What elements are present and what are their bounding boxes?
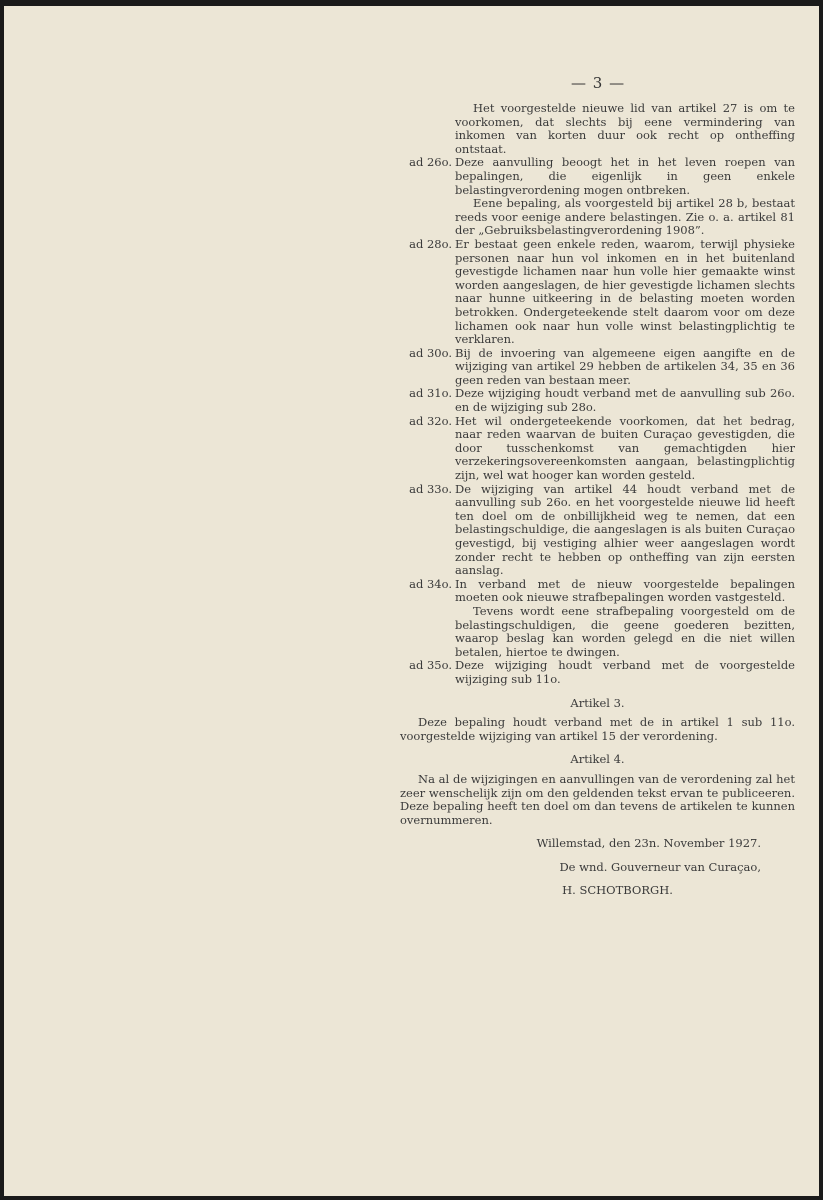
paragraph-ad-26-continued [400,197,795,238]
paragraph-ad-35 [400,659,795,686]
article-3-text: Deze bepaling houdt verband met de in artikel 1 sub 11o. voorgestelde wijziging van artikel 15 der verordening. [400,715,795,743]
paragraph-ad-33 [400,483,795,578]
paragraph-text: Het wil ondergeteekende voorkomen, dat het bedrag, naar reden waarvan de buiten Curaçao gevestigden, die door tusschenkomst van gemachtigden hier verzekeringsovereenkomsten aangaan, belastingplichtig zijn, wel wat hooger kan worden gesteld. [455,413,795,483]
paragraph-text: Deze wijziging houdt verband met de voorgestelde wijziging sub 11o. [455,658,795,686]
paragraph-label [400,197,455,238]
paragraph-label: ad 31o. [409,386,452,401]
paragraph-text: De wijziging van artikel 44 houdt verband met de aanvulling sub 26o. en het voorgestelde nieuwe lid heeft ten doel om de onbillijkheid weg te nemen, dat een belastingschuldige, die aangeslagen is als buiten Curaçao gevestigd, bij vestiging alhier weer aangeslagen wordt zonder recht te hebben op ontheffing van zijn eersten aanslag. [455,481,795,578]
paragraph-ad-26 [400,156,795,197]
paragraph-text: Deze wijziging houdt verband met de aanvulling sub 26o. en de wijziging sub 28o. [455,386,795,415]
article-3-heading: Artikel 3. [570,695,625,710]
paragraph-text: In verband met de nieuw voorgestelde bepalingen moeten ook nieuwe strafbepalingen worden vastgesteld. [455,576,795,605]
paragraph-ad-30 [400,347,795,388]
paragraph-ad-34 [400,578,795,605]
paragraph-text: Bij de invoering van algemeene eigen aangifte en de wijziging van artikel 29 hebben de artikelen 34, 35 en 36 geen reden van bestaan meer. [455,345,795,387]
paragraph-text: Deze aanvulling beoogt het in het leven roepen van bepalingen, die eigenlijk in geen enkele belastingverordening mogen ontbreken. [455,155,795,197]
intro-paragraph [400,102,795,156]
paragraph-text: Eene bepaling, als voorgesteld bij artikel 28 b, bestaat reeds voor eenige andere belastingen. Zie o. a. artikel 81 der „Gebruiksbelastingverordening 1908”. [455,196,795,238]
paragraph-label: ad 30o. [409,345,452,360]
article-4-heading: Artikel 4. [570,752,625,767]
paragraph-label: ad 32o. [409,413,452,428]
paragraph-ad-28 [400,238,795,347]
paragraph-ad-34-continued [400,605,795,659]
signatory-title: De wnd. Gouverneur van Curaçao, [559,859,761,874]
paragraph-label: ad 26o. [409,155,452,170]
paragraph-label [400,605,455,659]
article-4-text: Na al de wijzigingen en aanvullingen van de verordening zal het zeer wenschelijk zijn om den geldenden tekst ervan te publiceeren. Deze bepaling heeft ten doel om dan tevens de artikelen te kunnen overnummeren. [400,771,795,827]
page-number: — 3 — [571,74,626,92]
intro-text: Het voorgestelde nieuwe lid van artikel 27 is om te voorkomen, dat slechts bij eene vermindering van inkomen van korten duur ook recht op ontheffing ontstaat. [455,101,795,156]
paragraph-label: ad 34o. [409,576,452,591]
paragraph-label: ad 28o. [409,236,452,251]
document-body [400,102,795,898]
paragraph-label: ad 35o. [409,658,452,673]
paragraph-text: Er bestaat geen enkele reden, waarom, terwijl physieke personen naar hun vol inkomen en in het buitenland gevestigde lichamen naar hun volle hier gemaakte winst worden aangeslagen, de hier gevestigde lichamen slechts naar hunne uitkeering in de belasting moeten worden betrokken. Ondergeteekende stelt daarom voor om deze lichamen ook naar hun volle winst belastingplichtig te verklaren. [455,236,795,347]
paragraph-text: Tevens wordt eene strafbepaling voorgesteld om de belastingschuldigen, die geene goederen bezitten, waarop beslag kan worden gelegd en die niet willen betalen, hiertoe te dwingen. [455,603,795,659]
paragraph-ad-31 [400,387,795,414]
paragraph-label: ad 33o. [409,481,452,496]
place-date: Willemstad, den 23n. November 1927. [536,836,761,851]
signatory-name: H. SCHOTBORGH. [562,883,673,898]
paragraph-ad-32 [400,415,795,483]
document-page [4,6,819,1196]
